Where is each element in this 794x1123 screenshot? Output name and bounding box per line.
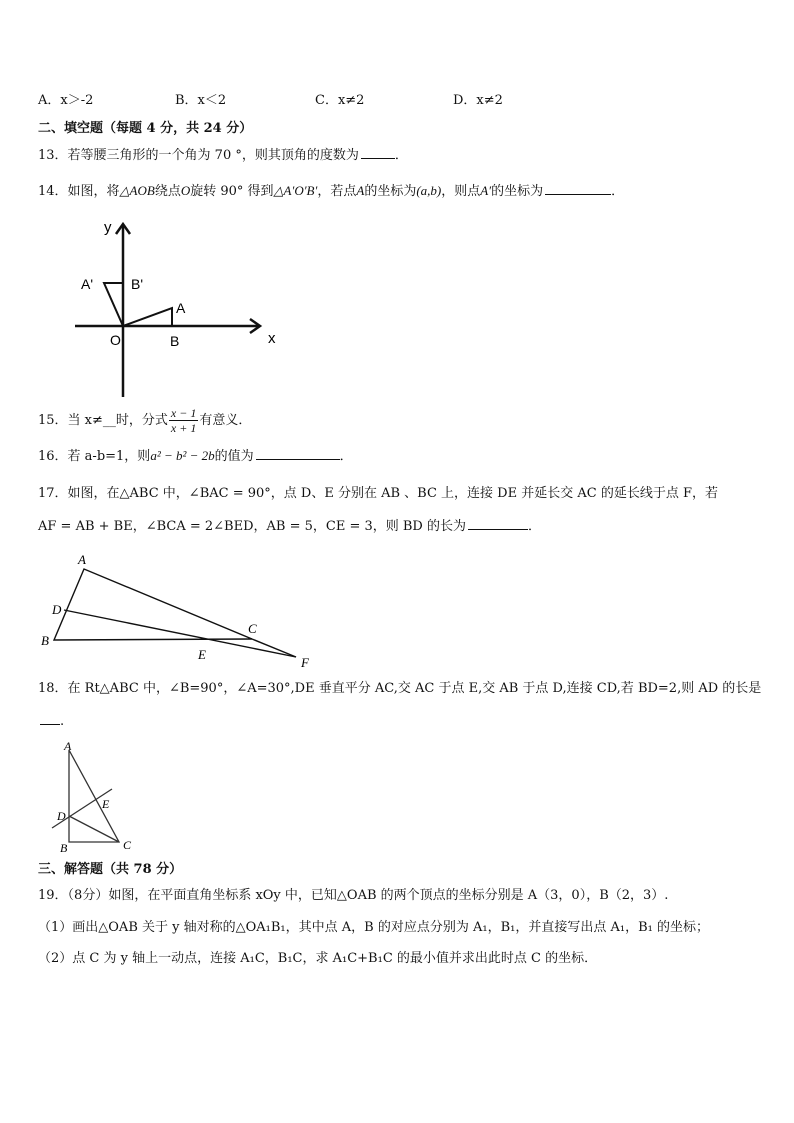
triangle-aob: [123, 308, 172, 326]
label-y: y: [104, 219, 112, 236]
triangle-a-prime-o-b-prime: [104, 283, 123, 326]
label-x: x: [268, 330, 276, 347]
q14-text-c: 旋转 90° 得到: [190, 184, 274, 199]
label-d: D: [52, 602, 62, 617]
q15-denominator: x + 1: [170, 421, 197, 435]
q17-answer-blank: [468, 517, 528, 530]
label-c: C: [248, 621, 257, 636]
option-c: C．x≠2: [315, 93, 365, 108]
q16-tail: ．: [339, 449, 353, 464]
triangle-abc: [69, 750, 119, 842]
q14-coordinate: (a,b): [416, 183, 442, 198]
q18-answer-blank: [40, 712, 60, 725]
label-c: C: [123, 838, 132, 852]
q14-tail: ．: [611, 184, 625, 199]
q14-triangle-prime: △A′O′B′: [273, 183, 318, 198]
label-d: D: [57, 809, 66, 823]
question-15: [38, 402, 251, 440]
label-a-prime: A': [81, 276, 94, 292]
label-b: B: [60, 841, 68, 854]
question-18-line-2: [38, 712, 64, 731]
q15-text-b: 有意义．: [199, 413, 252, 428]
q14-point-a-prime: A′: [480, 183, 492, 198]
q16-text-a: 16．若 a-b=1，则: [38, 449, 151, 464]
label-b-prime: B': [131, 276, 144, 292]
label-b: B: [170, 333, 180, 349]
q15-text-a: 15．当 x≠__时，分式: [38, 413, 168, 428]
question-13: [38, 146, 408, 165]
label-e: E: [102, 797, 110, 811]
q14-text-g: 的坐标为: [491, 184, 544, 199]
triangle-abc: [54, 569, 252, 640]
q15-fraction: [169, 406, 198, 435]
label-b: B: [41, 633, 49, 648]
q13-answer-blank: [361, 146, 395, 159]
label-a: A: [64, 742, 72, 753]
q17-line2-text: AF = AB + BE，∠BCA = 2∠BED，AB = 5，CE = 3，则 BD 的长为: [38, 519, 466, 534]
label-e: E: [198, 647, 206, 662]
section-2-title: 二、填空题（每题 4 分，共 24 分）: [38, 121, 253, 136]
question-17-line-1: 17．如图，在△ABC 中，∠BAC = 90°，点 D、E 分别在 AB 、BC 上，连接 DE 并延长交 AC 的延长线于点 F，若: [38, 486, 718, 501]
question-16: [38, 447, 353, 466]
q14-answer-blank: [545, 182, 611, 195]
q14-text-d: ，若点: [317, 184, 357, 199]
question-18-line-1: 18．在 Rt△ABC 中，∠B=90°，∠A=30°,DE 垂直平分 AC,交 AC 于点 E,交 AB 于点 D,连接 CD,若 BD=2,则 AD 的长是: [38, 681, 762, 696]
question-19-part-2: （2）点 C 为 y 轴上一动点，连接 A₁C，B₁C，求 A₁C+B₁C 的最小值并求出此时点 C 的坐标．: [38, 951, 598, 966]
line-d-f: [64, 610, 296, 657]
section-3-title: 三、解答题（共 78 分）: [38, 862, 183, 877]
question-19-part-1: （1）画出△OAB 关于 y 轴对称的△OA₁B₁，其中点 A，B 的对应点分别为 A₁，B₁，并直接写出点 A₁，B₁ 的坐标；: [38, 920, 709, 935]
q17-tail: ．: [528, 519, 542, 534]
q15-numerator: x − 1: [170, 406, 197, 420]
option-a: A．x＞-2: [38, 93, 94, 108]
q14-text-b: 绕点: [154, 184, 181, 199]
q14-point-o: O: [180, 183, 191, 198]
option-d: D．x≠2: [453, 93, 503, 108]
line-c-f: [252, 639, 296, 657]
q13-tail: ．: [394, 148, 408, 163]
q16-expression: a² − b² − 2b: [150, 448, 215, 463]
q17-triangle-figure: [36, 548, 326, 673]
q14-coordinate-figure: [70, 212, 290, 402]
q14-triangle-aob: △AOB: [119, 183, 155, 198]
label-a: A: [176, 300, 186, 316]
question-17-line-2: [38, 517, 541, 536]
q14-text-a: 14．如图，将: [38, 184, 120, 199]
label-o: O: [110, 332, 121, 348]
q16-answer-blank: [256, 447, 340, 460]
question-14: [38, 182, 624, 201]
option-b: B．x＜2: [175, 93, 227, 108]
q13-text: 13．若等腰三角形的一个角为 70 °，则其顶角的度数为: [38, 148, 359, 163]
q16-text-b: 的值为: [214, 449, 254, 464]
q14-text-e: 的坐标为: [364, 184, 417, 199]
q14-point-a: A: [356, 183, 365, 198]
q18-tail: .: [60, 714, 65, 729]
label-f: F: [301, 655, 309, 670]
q14-text-f: ，则点: [441, 184, 481, 199]
question-19-line-1: 19．（8分）如图，在平面直角坐标系 xOy 中，已知△OAB 的两个顶点的坐标分别是 A（3，0），B（2，3）.: [38, 888, 669, 903]
q18-triangle-figure: [44, 742, 144, 854]
label-a: A: [78, 552, 86, 567]
